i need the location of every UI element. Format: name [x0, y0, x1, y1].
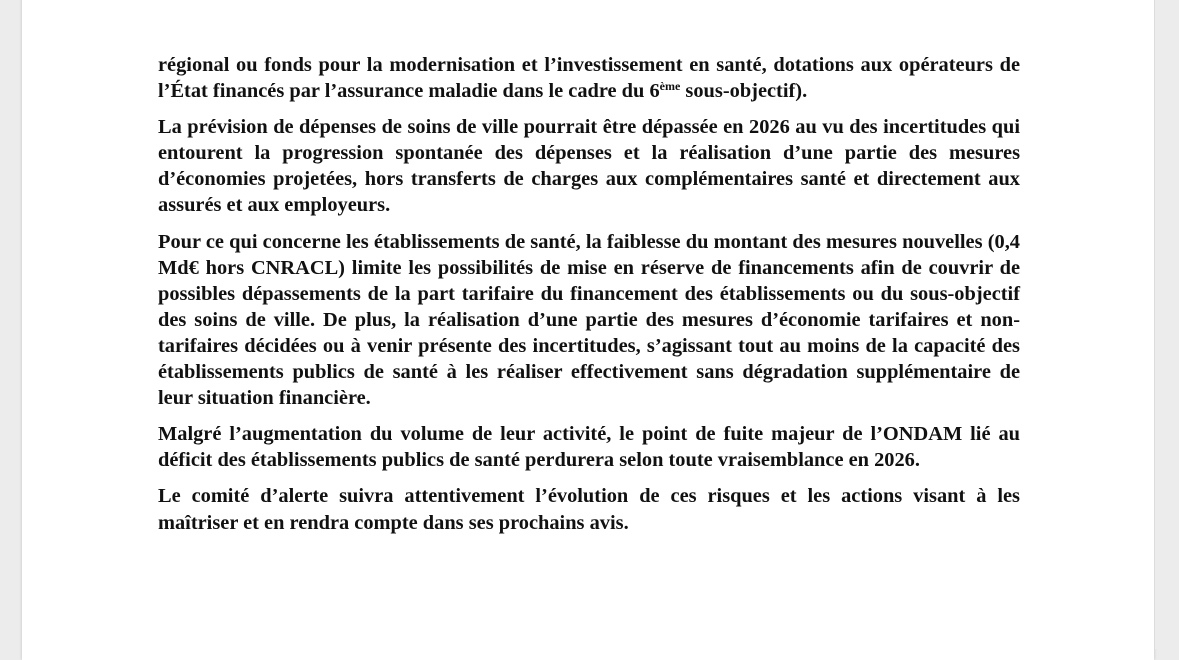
paragraph-3: Pour ce qui concerne les établissements de santé, la faiblesse du montant des mesures nouvelles (0,4 Md€ hors CNRACL) limite les possibilités de mise en réserve de financements afin de couvrir de possibles dépassements de la part tarifaire du financement des établissements ou du sous-objectif des soins de ville. De plus, la réalisation d’une partie des mesures d’économie tarifaires et non-tarifaires décidées ou à venir présente des incertitudes, s’agissant tout au moins de la capacité des établissements publics de santé à les réaliser effectivement sans dégradation supplémentaire de leur situation financière.	[158, 230, 1020, 410]
superscript-ordinal: ème	[659, 79, 681, 94]
scroll-area[interactable]	[1155, 0, 1179, 649]
paragraph-5: Le comité d’alerte suivra attentivement l’évolution de ces risques et les actions visant à les maîtriser et en rendra compte dans ses prochains avis.	[158, 485, 1020, 534]
page-content	[158, 52, 1020, 546]
paragraph-2: La prévision de dépenses de soins de ville pourrait être dépassée en 2026 au vu des incertitudes qui entourent la progression spontanée des dépenses et la réalisation d’une partie des mesures d’économies projetées, hors transferts de charges aux complémentaires santé et directement aux assurés et aux employeurs.	[158, 116, 1020, 217]
document-page	[22, 0, 1154, 660]
paragraph-1-text: régional ou fonds pour la modernisation et l’investissement en santé, dotations aux opérateurs de l’État financés par l’assurance maladie dans le cadre du 6	[158, 54, 1020, 103]
paragraph-1	[158, 52, 1020, 104]
paragraph-4: Malgré l’augmentation du volume de leur activité, le point de fuite majeur de l’ONDAM lié au déficit des établissements publics de santé perdurera selon toute vraisemblance en 2026.	[158, 423, 1020, 472]
paragraph-1-text-end: sous-objectif).	[680, 80, 808, 103]
